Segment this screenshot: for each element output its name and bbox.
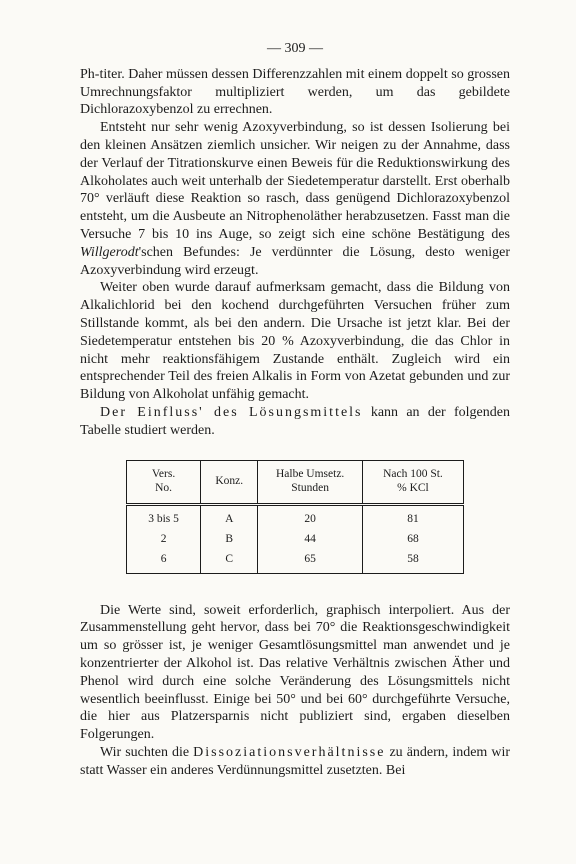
cell-konz: C bbox=[201, 549, 258, 574]
paragraph-6-text-a: Wir suchten die bbox=[100, 744, 194, 760]
header-halbe-line1: Halbe Umsetz. bbox=[275, 467, 345, 480]
cell-konz: B bbox=[201, 529, 258, 549]
cell-stunden: 44 bbox=[258, 529, 362, 549]
header-vers bbox=[127, 460, 201, 504]
table-row bbox=[127, 529, 464, 549]
table-row bbox=[127, 504, 464, 529]
cell-kcl: 68 bbox=[362, 529, 463, 549]
cell-vers: 3 bis 5 bbox=[148, 512, 179, 525]
cell-kcl: 58 bbox=[362, 549, 463, 574]
paragraph-1: Ph-titer. Daher müssen dessen Differenzzahlen mit einem doppelt so grossen Umrechnungsfaktor multipliziert werden, um das gebildete Dichlorazoxybenzol zu errechnen. bbox=[80, 66, 510, 118]
cell-stunden: 20 bbox=[258, 504, 362, 529]
header-nach-100 bbox=[362, 460, 463, 504]
table-row bbox=[127, 549, 464, 574]
paragraph-2 bbox=[80, 119, 510, 279]
document-page bbox=[80, 40, 510, 780]
header-konz-line1: Konz. bbox=[215, 474, 244, 487]
cell-vers: 2 bbox=[160, 532, 167, 545]
author-name-willgerodt: Willgerodt bbox=[80, 244, 139, 260]
header-halbe-umsetz bbox=[258, 460, 362, 504]
paragraph-6-text-b: zu ändern, indem wir statt Wasser ein anderes Verdünnungsmittel zusetzten. Bei bbox=[80, 744, 510, 778]
header-nach-line2: % KCl bbox=[397, 481, 429, 494]
spaced-heading-solvent: Der Einfluss' des Lösungsmittels bbox=[100, 404, 363, 420]
cell-kcl: 81 bbox=[362, 504, 463, 529]
paragraph-5: Die Werte sind, soweit erforderlich, graphisch interpoliert. Aus der Zusammenstellung geht hervor, dass bei 70° die Reaktionsgeschwindigkeit um so grösser ist, je weniger Gesamtlösungsmittel man anwendet und je konzentrierter der Alkohol ist. Das relative Verhältnis zwischen Äther und Phenol wird durch eine solche Veränderung des Lösungsmittels nicht wesentlich beeinflusst. Einige bei 50° und bei 60° durchgeführte Versuche, die hier aus Platzersparnis nicht publiziert sind, ergaben dieselben Folgerungen. bbox=[80, 602, 510, 743]
paragraph-4 bbox=[80, 404, 510, 440]
header-nach-line1: Nach 100 St. bbox=[383, 467, 443, 480]
cell-vers: 6 bbox=[160, 552, 167, 565]
table-header-row bbox=[127, 460, 464, 504]
header-halbe-line2: Stunden bbox=[291, 481, 329, 494]
paragraph-4-rest: kann an der folgenden Tabelle studiert werden. bbox=[80, 404, 510, 438]
header-vers-line1: Vers. bbox=[151, 467, 176, 480]
page-number: — 309 — bbox=[267, 41, 323, 56]
cell-stunden: 65 bbox=[258, 549, 362, 574]
solvent-table bbox=[126, 460, 464, 574]
paragraph-6 bbox=[80, 744, 510, 780]
paragraph-2-text-a: Entsteht nur sehr wenig Azoxyverbindung, so ist dessen Isolierung bei den kleinen Ansätzen ziemlich unsicher. Wir neigen zu der Annahme, dass der Verlauf der Titrationskurve einen Beweis für die Reduktionswirkung des Alkoholates auch weit unterhalb der Siedetemperatur darstellt. Erst oberhalb 70° verläuft diese Reaktion so rasch, dass genügend Dichlorazoxybenzol entsteht, um die Ausbeute an Nitrophenoläther herabzusetzen. Fasst man die Versuche 7 bis 10 ins Auge, so zeigt sich eine schöne Bestätigung des bbox=[80, 120, 510, 242]
table-container bbox=[80, 460, 510, 574]
cell-konz: A bbox=[201, 504, 258, 529]
header-konz bbox=[201, 460, 258, 504]
spaced-heading-dissociation: Dissoziationsverhältnisse bbox=[193, 744, 386, 760]
header-vers-line2: No. bbox=[155, 481, 173, 494]
paragraph-3: Weiter oben wurde darauf aufmerksam gemacht, dass die Bildung von Alkalichlorid bei den kochend durchgeführten Versuchen früher zum Stillstande kommt, als bei den andern. Die Ursache ist jetzt klar. Bei der Siedetemperatur entstehen bis 20 % Azoxyverbindung, die das Chlor in nicht mehr reaktionsfähigem Zustande enthält. Zugleich wird ein entsprechender Teil des freien Alkalis in Form von Azetat gebunden und zur Bildung von Alkoholat unfähig gemacht. bbox=[80, 280, 510, 403]
paragraph-2-text-b: 'schen Befundes: Je verdünnter die Lösung, desto weniger Azoxyverbindung wird erzeugt. bbox=[80, 244, 510, 278]
